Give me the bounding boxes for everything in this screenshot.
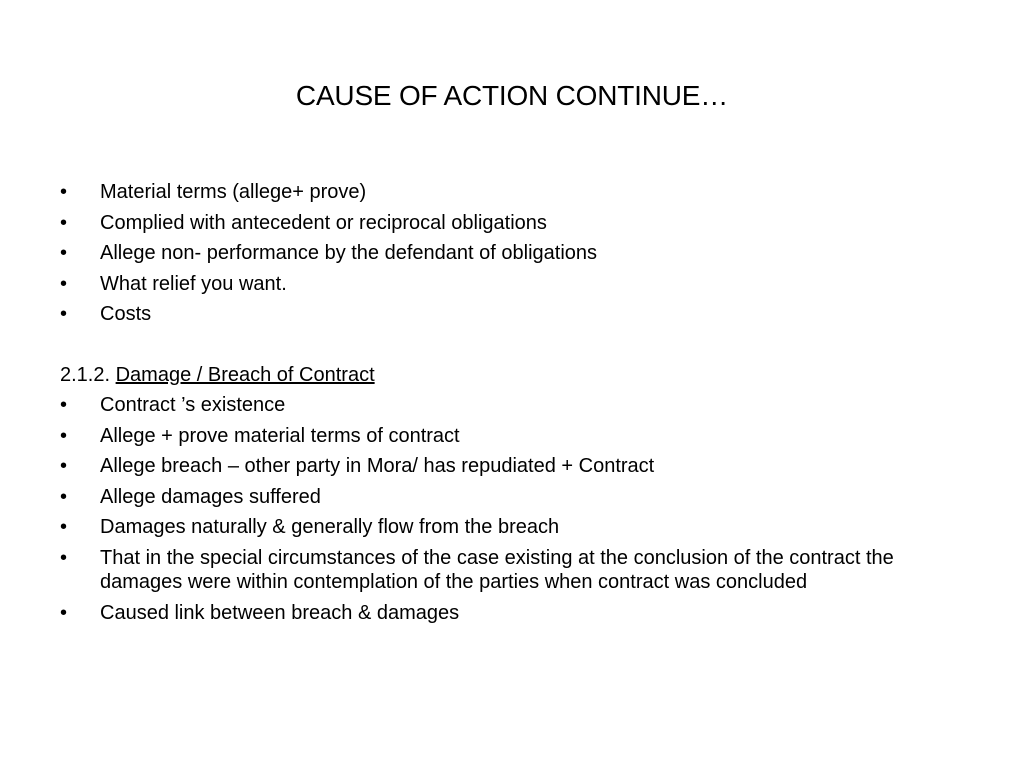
list-item-text: Allege breach – other party in Mora/ has repudiated + Contract — [100, 455, 655, 477]
slide-body — [60, 180, 980, 632]
list-item — [60, 601, 980, 625]
list-item — [60, 485, 980, 509]
list-item-text: That in the special circumstances of the case existing at the conclusion of the contract the damages were within contemplation of the parties when contract was concluded — [100, 546, 894, 593]
list-item-text: Allege + prove material terms of contract — [100, 424, 460, 447]
bullet: • — [60, 424, 68, 447]
spacer — [60, 333, 980, 363]
list-item — [60, 211, 980, 235]
bullet: • — [60, 303, 68, 325]
section-title: Damage / Breach of Contract — [115, 363, 375, 386]
list-item — [60, 424, 980, 448]
bullet: • — [60, 546, 68, 569]
list-item — [60, 302, 980, 326]
requirements-list — [60, 180, 980, 326]
list-item-text: Material terms (allege+ prove) — [100, 181, 367, 203]
section-number: 2.1.2. — [60, 363, 111, 386]
bullet: • — [60, 211, 68, 234]
bullet: • — [60, 455, 68, 477]
bullet: • — [60, 516, 68, 538]
list-item — [60, 546, 980, 595]
bullet: • — [60, 485, 68, 508]
bullet: • — [60, 602, 68, 624]
list-item-text: Allege non- performance by the defendant of obligations — [100, 242, 598, 264]
section-heading — [60, 363, 980, 387]
list-item-text: Costs — [100, 303, 152, 325]
slide-title: CAUSE OF ACTION CONTINUE… — [295, 80, 729, 111]
list-item — [60, 393, 980, 417]
bullet: • — [60, 272, 68, 295]
list-item-text: Complied with antecedent or reciprocal obligations — [100, 211, 547, 234]
bullet: • — [60, 242, 68, 264]
list-item — [60, 515, 980, 539]
list-item — [60, 180, 980, 204]
list-item-text: Contract ’s existence — [100, 394, 286, 416]
list-item — [60, 272, 980, 296]
bullet: • — [60, 181, 68, 203]
damages-list — [60, 393, 980, 625]
bullet: • — [60, 394, 68, 416]
list-item-text: Damages naturally & generally flow from the breach — [100, 516, 560, 538]
list-item — [60, 454, 980, 478]
list-item-text: Caused link between breach & damages — [100, 602, 460, 624]
list-item-text: Allege damages suffered — [100, 485, 321, 508]
list-item-text: What relief you want. — [100, 272, 287, 295]
list-item — [60, 241, 980, 265]
